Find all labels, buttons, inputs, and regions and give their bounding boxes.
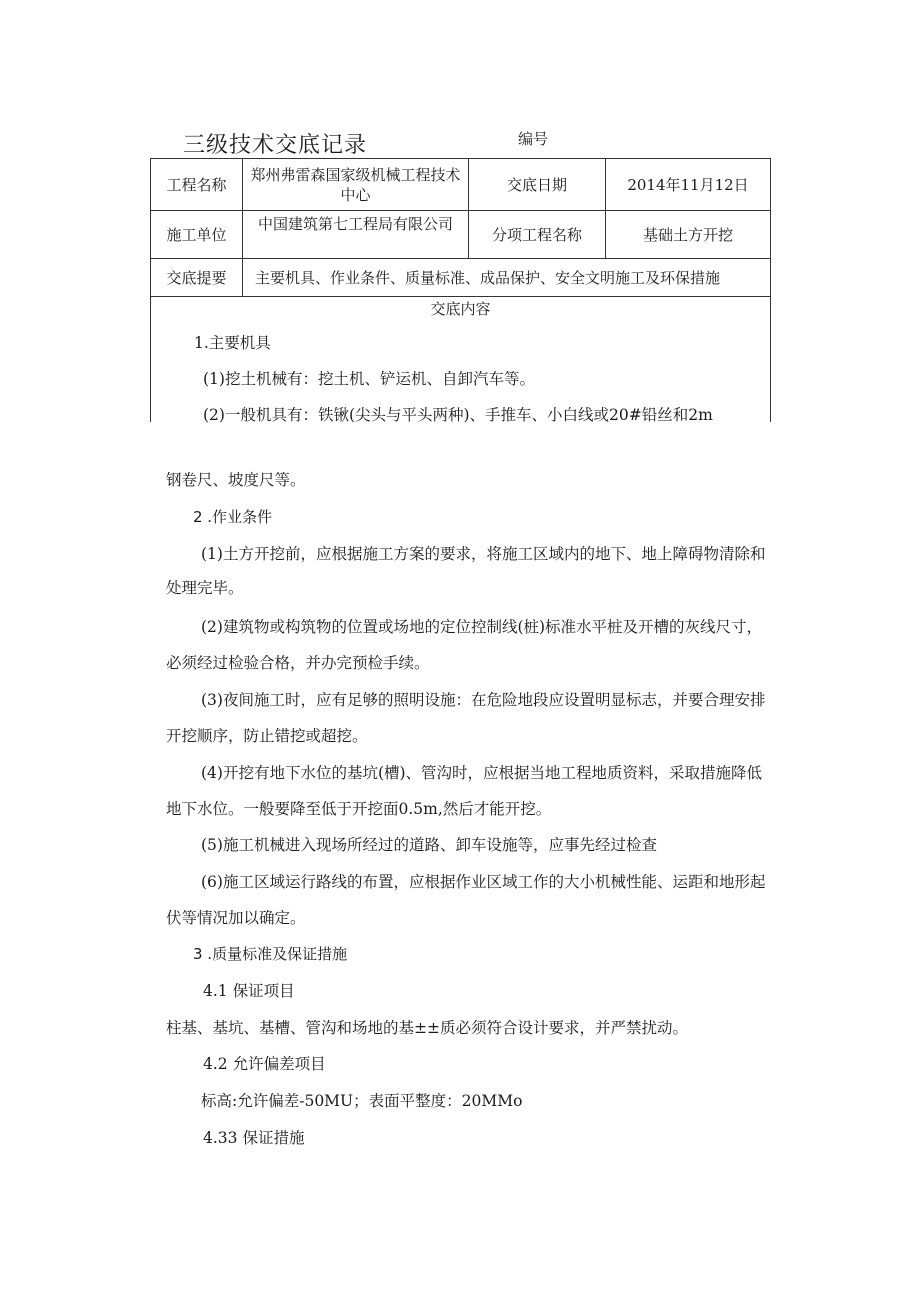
- section-3-2-title: 4.2 允许偏差项目: [203, 1055, 326, 1073]
- section-3-2-text: 标高:允许偏差-50MU；表面平整度：20MMo: [201, 1092, 523, 1110]
- project-name-value: [243, 159, 469, 211]
- unit-value: 中国建筑第七工程局有限公司: [243, 211, 469, 259]
- summary-label: 交底提要: [151, 259, 243, 297]
- section-2-p1-line2: 处理完毕。: [166, 579, 244, 597]
- unit-label: 施工单位: [151, 211, 243, 259]
- section-2-p4-line1: (4)开挖有地下水位的基坑(槽)、管沟时，应根据当地工程地质资料，采取措施降低: [201, 764, 763, 782]
- section-2-p3-line1: (3)夜间施工时，应有足够的照明设施：在危险地段应设置明显标志，并要合理安排: [201, 691, 766, 709]
- section-2-p5: (5)施工机械进入现场所经过的道路、卸车设施等，应事先经过检查: [201, 836, 657, 854]
- document-title: 三级技术交底记录: [183, 133, 368, 158]
- section-1-item-1: (1)挖土机械有：挖土机、铲运机、自卸汽车等。: [203, 370, 535, 388]
- summary-value: 主要机具、作业条件、质量标准、成品保护、安全文明施工及环保措施: [243, 259, 771, 297]
- subproject-value: 基础土方开挖: [606, 211, 771, 259]
- section-1-title: 1.主要机具: [194, 334, 271, 352]
- section-2-p4-line2: 地下水位。一般要降至低于开挖面0.5m,然后才能开挖。: [166, 800, 552, 818]
- section-2-p2-line1: (2)建筑物或构筑物的位置或场地的定位控制线(桩)标准水平桩及开槽的灰线尺寸，: [201, 618, 763, 636]
- section-3-1-title: 4.1 保证项目: [203, 982, 295, 1000]
- serial-number-label: 编号: [518, 130, 549, 148]
- table-row: [151, 211, 771, 259]
- subproject-label: 分项工程名称: [469, 211, 606, 259]
- section-2-p6-line1: (6)施工区域运行路线的布置，应根据作业区域工作的大小机械性能、运距和地形起: [201, 873, 766, 891]
- project-name-label: 工程名称: [151, 159, 243, 211]
- section-2-p3-line2: 开挖顺序，防止错挖或超挖。: [166, 727, 368, 745]
- section-2-title: 2 .作业条件: [193, 508, 273, 526]
- date-label: 交底日期: [469, 159, 606, 211]
- project-name-line1: 郑州弗雷森国家级机械工程技术: [250, 165, 461, 184]
- section-2-p1-line1: (1)土方开挖前，应根据施工方案的要求，将施工区域内的地下、地上障碍物清除和: [201, 545, 766, 563]
- header-table: [150, 158, 771, 297]
- date-value: 2014年11月12日: [606, 159, 771, 211]
- section-3-1-text: 柱基、基坑、基槽、管沟和场地的基±±质必须符合设计要求，并严禁扰动。: [166, 1019, 688, 1037]
- section-1-item-2-cont: 钢卷尺、坡度尺等。: [166, 471, 306, 489]
- content-header: 交底内容: [430, 300, 491, 318]
- table-row: [151, 259, 771, 297]
- section-3-title: 3 .质量标准及保证措施: [193, 945, 348, 963]
- project-name-line2: 中心: [340, 185, 371, 204]
- section-3-3-title: 4.33 保证措施: [203, 1129, 305, 1147]
- section-2-p6-line2: 伏等情况加以确定。: [166, 909, 306, 927]
- table-row: [151, 159, 771, 211]
- section-1-item-2: (2)一般机具有：铁锹(尖头与平头两种)、手推车、小白线或20#铅丝和2m: [203, 406, 713, 424]
- section-2-p2-line2: 必须经过检验合格，并办完预检手续。: [166, 654, 430, 672]
